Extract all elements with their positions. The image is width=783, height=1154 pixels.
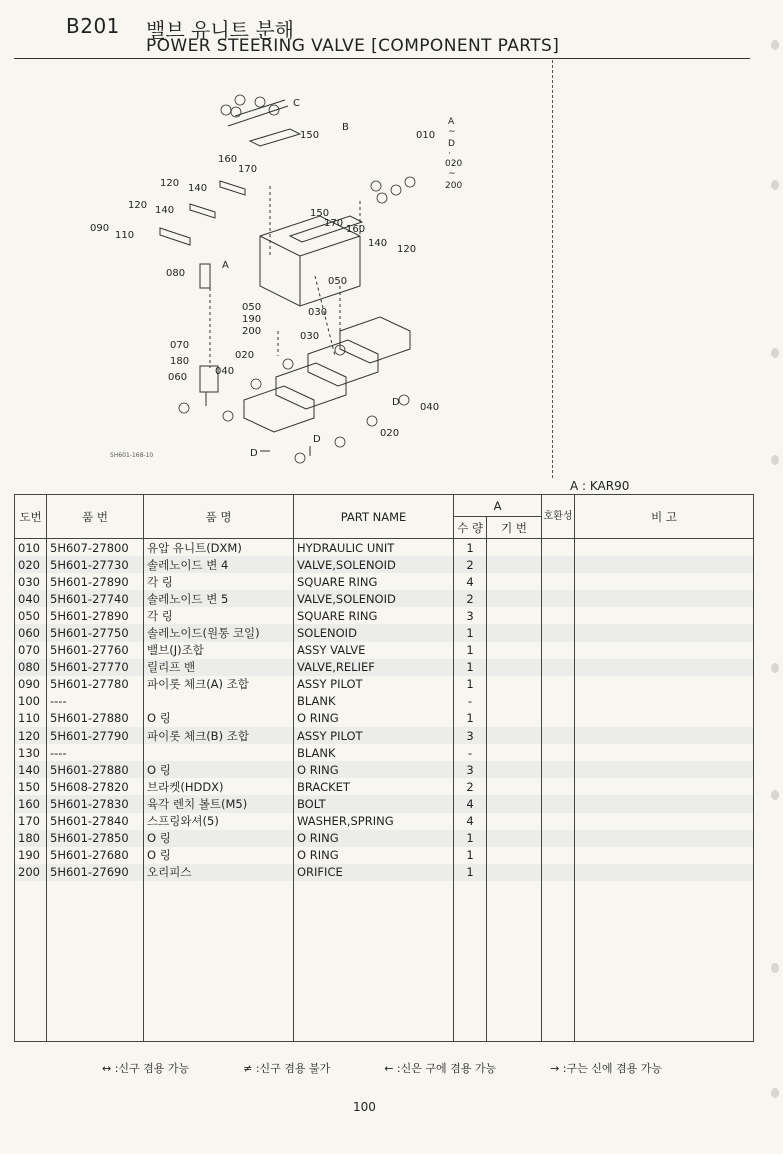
cell-part-no: 5H601-27740 [47,590,144,607]
svg-text:050: 050 [328,276,348,287]
cell-interchange [542,607,575,624]
svg-text:030: 030 [300,331,320,342]
cell-name-en: ASSY PILOT [294,676,454,693]
cell-name-kr: 파이롯 체크(A) 조합 [144,676,294,693]
cell-base [487,744,542,761]
cell-name-en: O RING [294,761,454,778]
cell-no: 050 [15,607,47,624]
cell-part-no: 5H608-27820 [47,778,144,795]
table-row [15,795,754,812]
cell-name-kr: O 링 [144,761,294,778]
legend-item: ↔ :신구 겸용 가능 [102,1062,190,1075]
cell-name-en: VALVE,SOLENOID [294,590,454,607]
cell-remarks [575,624,754,641]
cell-remarks [575,761,754,778]
cell-part-no: 5H607-27800 [47,539,144,557]
svg-text:140: 140 [155,205,175,216]
cell-remarks [575,864,754,881]
cell-remarks [575,659,754,676]
cell-name-en: VALVE,RELIEF [294,659,454,676]
col-name-en: PART NAME [294,495,454,539]
cell-name-en: WASHER,SPRING [294,813,454,830]
svg-text:D: D [392,397,400,408]
cell-no: 010 [15,539,47,557]
cell-interchange [542,573,575,590]
svg-text:200: 200 [445,181,463,191]
cell-interchange [542,693,575,710]
cell-no: 180 [15,830,47,847]
cell-part-no: 5H601-27790 [47,727,144,744]
cell-name-en: BOLT [294,795,454,812]
table-row [15,761,754,778]
col-remarks: 비 고 [575,495,754,539]
header-rule [14,58,750,59]
cell-no: 120 [15,727,47,744]
cell-part-no: 5H601-27750 [47,624,144,641]
cell-no: 020 [15,556,47,573]
cell-no: 150 [15,778,47,795]
cell-remarks [575,642,754,659]
cell-interchange [542,761,575,778]
cell-qty: 1 [454,847,487,864]
cell-name-kr: 솔레노이드 변 4 [144,556,294,573]
cell-name-en: O RING [294,710,454,727]
cell-part-no: 5H601-27830 [47,795,144,812]
diagram-divider [552,60,553,478]
table-row [15,659,754,676]
cell-name-kr: 솔레노이드 변 5 [144,590,294,607]
cell-name-kr: O 링 [144,830,294,847]
svg-text:B: B [342,122,349,133]
cell-no: 040 [15,590,47,607]
col-part-no: 품 번 [47,495,144,539]
empty-cell [575,881,754,1042]
cell-interchange [542,795,575,812]
cell-name-kr: 브라켓(HDDX) [144,778,294,795]
svg-text:040: 040 [215,366,235,377]
svg-text:020: 020 [235,350,255,361]
table-row [15,573,754,590]
empty-cell [294,881,454,1042]
parts-table [14,494,754,1042]
table-row [15,830,754,847]
empty-cell [47,881,144,1042]
cell-name-kr: 스프링와셔(5) [144,813,294,830]
cell-qty: 2 [454,556,487,573]
cell-name-kr: 각 링 [144,573,294,590]
table-row [15,590,754,607]
table-row [15,744,754,761]
cell-base [487,727,542,744]
cell-remarks [575,847,754,864]
cell-no: 140 [15,761,47,778]
cell-name-en: VALVE,SOLENOID [294,556,454,573]
cell-name-en: ASSY VALVE [294,642,454,659]
svg-text:120: 120 [160,178,180,189]
cell-interchange [542,744,575,761]
svg-text:D: D [448,139,455,149]
svg-text:·: · [448,149,451,159]
cell-part-no: 5H601-27690 [47,864,144,881]
cell-name-kr [144,693,294,710]
cell-interchange [542,642,575,659]
cell-base [487,864,542,881]
col-interchange: 호환성 [542,495,575,539]
cell-name-kr: 유압 유니트(DXM) [144,539,294,557]
svg-text:150: 150 [300,130,320,141]
cell-base [487,642,542,659]
col-base: 기 번 [487,517,542,539]
page-number: 100 [353,1100,376,1114]
cell-interchange [542,847,575,864]
table-row [15,727,754,744]
cell-part-no: 5H601-27840 [47,813,144,830]
legend-item: ≠ :신구 겸용 불가 [243,1062,331,1075]
cell-no: 170 [15,813,47,830]
svg-text:150: 150 [310,208,330,219]
cell-qty: 3 [454,607,487,624]
cell-name-kr: O 링 [144,847,294,864]
cell-no: 090 [15,676,47,693]
cell-qty: 1 [454,710,487,727]
cell-name-kr: 릴리프 밴 [144,659,294,676]
cell-base [487,710,542,727]
cell-base [487,624,542,641]
table-row [15,642,754,659]
cell-name-en: BLANK [294,693,454,710]
svg-text:030: 030 [308,307,328,318]
empty-cell [144,881,294,1042]
cell-name-kr [144,744,294,761]
cell-base [487,590,542,607]
empty-cell [542,881,575,1042]
compatibility-legend [102,1060,662,1076]
cell-name-kr: 육각 렌치 볼트(M5) [144,795,294,812]
svg-text:020: 020 [445,159,463,169]
svg-text:020: 020 [380,428,400,439]
cell-name-kr: 파이롯 체크(B) 조합 [144,727,294,744]
cell-qty: 4 [454,813,487,830]
empty-cell [15,881,47,1042]
table-row [15,710,754,727]
col-group-a: A [454,495,542,517]
cell-interchange [542,676,575,693]
cell-name-kr: 오리피스 [144,864,294,881]
cell-base [487,573,542,590]
table-row [15,847,754,864]
svg-text:D: D [313,434,321,445]
cell-name-en: O RING [294,847,454,864]
cell-part-no: 5H601-27780 [47,676,144,693]
table-empty-rows [15,881,754,1042]
cell-remarks [575,795,754,812]
empty-cell [454,881,487,1042]
svg-text:170: 170 [324,218,344,229]
cell-remarks [575,744,754,761]
cell-no: 070 [15,642,47,659]
cell-base [487,778,542,795]
svg-text:120: 120 [128,200,148,211]
svg-text:C: C [293,98,300,109]
page-title-korean: 밸브 유니트 분해 [146,18,294,42]
svg-text:~: ~ [448,169,456,179]
cell-base [487,813,542,830]
cell-part-no: 5H601-27890 [47,573,144,590]
svg-text:180: 180 [170,356,190,367]
exploded-diagram [60,86,480,466]
svg-text:080: 080 [166,268,186,279]
svg-text:010: 010 [416,130,436,141]
svg-text:~: ~ [448,127,456,137]
cell-part-no: 5H601-27680 [47,847,144,864]
cell-remarks [575,556,754,573]
cell-name-en: SQUARE RING [294,607,454,624]
cell-interchange [542,864,575,881]
cell-interchange [542,590,575,607]
cell-no: 030 [15,573,47,590]
cell-interchange [542,624,575,641]
cell-interchange [542,659,575,676]
cell-remarks [575,539,754,557]
col-no: 도번 [15,495,47,539]
cell-part-no: ---- [47,744,144,761]
diagram-code: 5H601-168-10 [110,452,154,459]
cell-name-en: HYDRAULIC UNIT [294,539,454,557]
cell-base [487,761,542,778]
cell-qty: 3 [454,761,487,778]
cell-name-kr: O 링 [144,710,294,727]
cell-part-no: ---- [47,693,144,710]
cell-no: 130 [15,744,47,761]
cell-qty: - [454,744,487,761]
cell-remarks [575,830,754,847]
cell-name-en: BRACKET [294,778,454,795]
cell-part-no: 5H601-27760 [47,642,144,659]
svg-text:040: 040 [420,402,440,413]
cell-interchange [542,727,575,744]
cell-remarks [575,590,754,607]
svg-text:A: A [222,260,229,271]
svg-text:090: 090 [90,223,110,234]
cell-name-en: BLANK [294,744,454,761]
svg-text:170: 170 [238,164,258,175]
cell-name-kr: 각 링 [144,607,294,624]
cell-name-en: O RING [294,830,454,847]
cell-qty: 1 [454,864,487,881]
cell-base [487,676,542,693]
cell-no: 190 [15,847,47,864]
svg-text:110: 110 [115,230,135,241]
cell-qty: 1 [454,539,487,557]
table-row [15,693,754,710]
cell-qty: 4 [454,795,487,812]
cell-qty: 1 [454,676,487,693]
cell-name-kr: 밸브(J)조합 [144,642,294,659]
cell-no: 100 [15,693,47,710]
svg-text:140: 140 [188,183,208,194]
cell-interchange [542,778,575,795]
table-row [15,864,754,881]
table-row [15,607,754,624]
cell-remarks [575,676,754,693]
svg-text:120: 120 [397,244,417,255]
cell-qty: 2 [454,590,487,607]
cell-qty: 4 [454,573,487,590]
cell-part-no: 5H601-27890 [47,607,144,624]
cell-no: 110 [15,710,47,727]
cell-qty: 2 [454,778,487,795]
section-code: B201 [66,14,120,38]
cell-base [487,539,542,557]
cell-interchange [542,813,575,830]
cell-remarks [575,607,754,624]
svg-text:140: 140 [368,238,388,249]
svg-text:160: 160 [346,224,366,235]
cell-remarks [575,710,754,727]
cell-interchange [542,539,575,557]
cell-remarks [575,813,754,830]
legend-item: ← :신은 구에 겸용 가능 [384,1062,497,1075]
cell-name-en: SOLENOID [294,624,454,641]
empty-cell [487,881,542,1042]
cell-base [487,847,542,864]
cell-no: 200 [15,864,47,881]
cell-qty: 3 [454,727,487,744]
cell-part-no: 5H601-27850 [47,830,144,847]
cell-base [487,795,542,812]
cell-qty: - [454,693,487,710]
svg-text:060: 060 [168,372,188,383]
svg-text:050: 050 [242,302,262,313]
col-qty: 수 량 [454,517,487,539]
cell-remarks [575,693,754,710]
cell-qty: 1 [454,830,487,847]
cell-part-no: 5H601-27880 [47,710,144,727]
cell-qty: 1 [454,642,487,659]
cell-qty: 1 [454,659,487,676]
svg-text:A: A [448,117,455,127]
cell-part-no: 5H601-27770 [47,659,144,676]
cell-base [487,556,542,573]
legend-item: → :구는 신에 겸용 가능 [550,1062,662,1075]
svg-text:190: 190 [242,314,262,325]
table-row [15,676,754,693]
table-row [15,539,754,557]
table-row [15,813,754,830]
table-row [15,556,754,573]
col-name-kr: 품 명 [144,495,294,539]
cell-interchange [542,556,575,573]
cell-name-en: ORIFICE [294,864,454,881]
cell-part-no: 5H601-27880 [47,761,144,778]
cell-base [487,830,542,847]
cell-base [487,659,542,676]
cell-name-en: ASSY PILOT [294,727,454,744]
cell-no: 160 [15,795,47,812]
model-note: A : KAR90 [570,479,630,493]
svg-text:070: 070 [170,340,190,351]
cell-base [487,607,542,624]
cell-interchange [542,710,575,727]
table-row [15,778,754,795]
cell-part-no: 5H601-27730 [47,556,144,573]
cell-name-en: SQUARE RING [294,573,454,590]
cell-qty: 1 [454,624,487,641]
cell-no: 080 [15,659,47,676]
cell-remarks [575,727,754,744]
svg-text:D: D [250,448,258,459]
svg-text:200: 200 [242,326,262,337]
table-row [15,624,754,641]
page-title-english: POWER STEERING VALVE [COMPONENT PARTS] [146,36,560,56]
cell-no: 060 [15,624,47,641]
cell-base [487,693,542,710]
cell-remarks [575,573,754,590]
cell-remarks [575,778,754,795]
cell-interchange [542,830,575,847]
svg-text:160: 160 [218,154,238,165]
cell-name-kr: 솔레노이드(원통 코일) [144,624,294,641]
